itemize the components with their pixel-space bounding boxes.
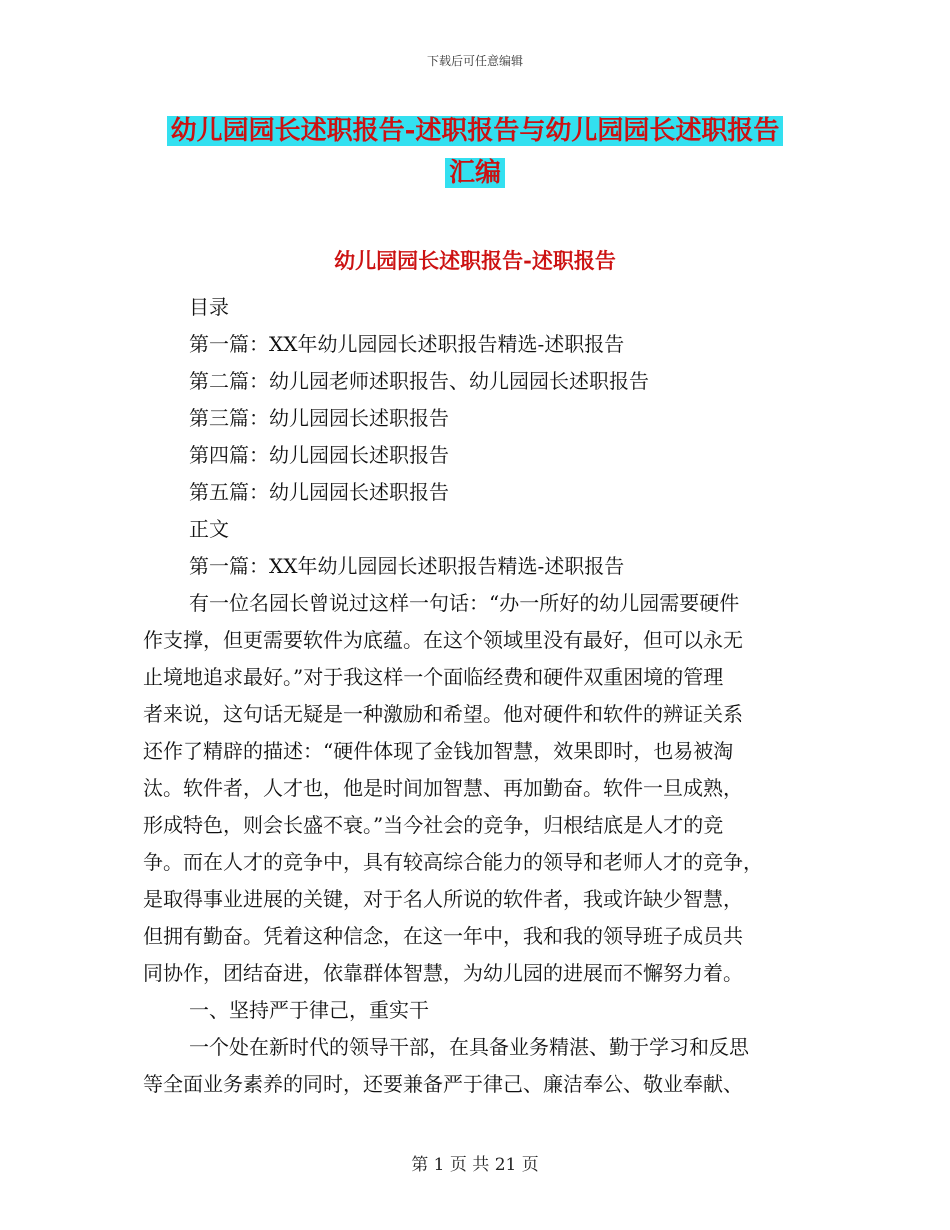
toc-heading: 目录	[189, 295, 229, 319]
document-title-line-2: 汇编	[445, 158, 505, 188]
toc-item: 第五篇：幼儿园园长述职报告	[189, 480, 449, 504]
paragraph-line: 汰。软件者，人才也，他是时间加智慧、再加勤奋。软件一旦成熟，	[143, 776, 743, 800]
paragraph-line: 是取得事业进展的关键，对于名人所说的软件者，我或许缺少智慧，	[143, 887, 743, 911]
paragraph-line: 但拥有勤奋。凭着这种信念，在这一年中，我和我的领导班子成员共	[143, 924, 743, 948]
paragraph-line: 者来说，这句话无疑是一种激励和希望。他对硬件和软件的辨证关系	[143, 702, 743, 726]
document-title-line-1: 幼儿园园长述职报告-述职报告与幼儿园园长述职报告	[167, 116, 784, 146]
toc-item: 第四篇：幼儿园园长述职报告	[189, 443, 449, 467]
toc-item: 第一篇：XX年幼儿园园长述职报告精选-述职报告	[189, 332, 625, 356]
toc-item: 第三篇：幼儿园园长述职报告	[189, 406, 449, 430]
paragraph-line: 有一位名园长曾说过这样一句话：“办一所好的幼儿园需要硬件	[189, 591, 740, 615]
paragraph-line: 一个处在新时代的领导干部，在具备业务精湛、勤于学习和反思	[189, 1035, 749, 1059]
body-heading: 正文	[189, 517, 229, 541]
toc-item: 第二篇：幼儿园老师述职报告、幼儿园园长述职报告	[189, 369, 649, 393]
paragraph-line: 作支撑，但更需要软件为底蕴。在这个领域里没有最好，但可以永无	[143, 628, 743, 652]
paragraph-line: 形成特色，则会长盛不衰。”当今社会的竞争，归根结底是人才的竞	[143, 813, 724, 837]
paragraph-line: 止境地追求最好。”对于我这样一个面临经费和硬件双重困境的管理	[143, 665, 724, 689]
page-number: 第 1 页 共 21 页	[411, 1155, 539, 1175]
section-title: 幼儿园园长述职报告-述职报告	[334, 248, 616, 273]
header-note: 下载后可任意编辑	[426, 54, 523, 68]
paragraph-line: 争。而在人才的竞争中，具有较高综合能力的领导和老师人才的竞争，	[143, 850, 763, 874]
paragraph-line: 等全面业务素养的同时，还要兼备严于律己、廉洁奉公、敬业奉献、	[143, 1072, 743, 1096]
paragraph-line: 还作了精辟的描述：“硬件体现了金钱加智慧，效果即时，也易被淘	[143, 739, 734, 763]
chapter-title: 第一篇：XX年幼儿园园长述职报告精选-述职报告	[189, 554, 625, 578]
paragraph-line: 同协作，团结奋进，依靠群体智慧，为幼儿园的进展而不懈努力着。	[143, 961, 743, 985]
section-heading: 一、坚持严于律己，重实干	[189, 998, 429, 1022]
document-title	[0, 110, 950, 194]
